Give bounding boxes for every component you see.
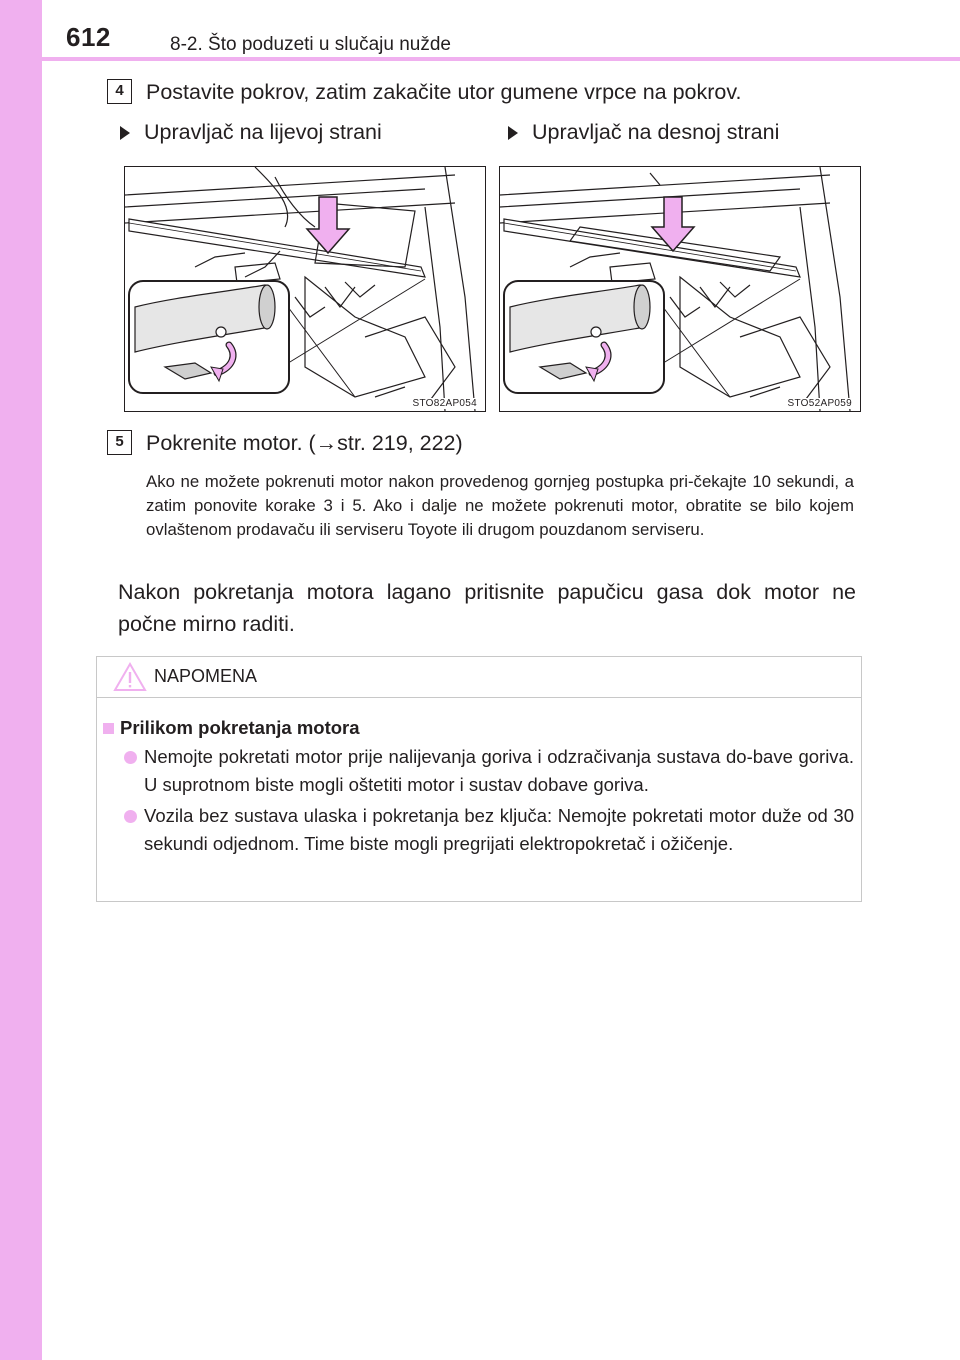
page-number: 612: [66, 22, 111, 52]
notice-bullet-text: Nemojte pokretati motor prije nalijevanja goriva i odzračivanja sustava do-bave goriva. U suprotnom biste mogli oštetiti motor i sustav dobave goriva.: [144, 746, 854, 795]
left-hand-drive-label: [120, 120, 382, 145]
main-paragraph: Nakon pokretanja motora lagano pritisnite papučicu gasa dok motor ne počne mirno raditi.: [118, 580, 856, 636]
header-rule: [42, 57, 960, 61]
pink-dot-icon: [124, 751, 137, 764]
warning-triangle-icon: [113, 662, 147, 692]
step-5-note: Ako ne možete pokrenuti motor nakon provedenog gornjeg postupka pri-čekajte 10 sekundi, a zatim ponovite korake 3 i 5. Ako i dalje ne možete pokrenuti motor, obratite se bilo kojem ovlaštenom prodavaču ili serviseru Toyote ili drugom pouzdanom serviseru.: [146, 472, 854, 539]
right-label-text: Upravljač na desnoj strani: [532, 120, 780, 144]
triangle-bullet-icon: [508, 126, 518, 140]
notice-bullet: [124, 743, 854, 799]
left-figure-code: STO82AP054: [412, 398, 477, 409]
notice-bullet-text: Vozila bez sustava ulaska i pokretanja bez ključa: Nemojte pokretati motor duže od 30 sekundi odjednom. Time biste mogli pregrijati elektropokretač i ožičenje.: [144, 805, 854, 854]
left-drive-illustration: [124, 166, 486, 412]
notice-subheading-text: Prilikom pokretanja motora: [120, 717, 360, 738]
triangle-bullet-icon: [120, 126, 130, 140]
step-4-number: 4: [107, 79, 132, 104]
section-title: 8-2. Što poduzeti u slučaju nužde: [170, 34, 451, 55]
right-hand-drive-label: [508, 120, 779, 145]
step-4-text: Postavite pokrov, zatim zakačite utor gumene vrpce na pokrov.: [146, 80, 742, 104]
pink-dot-icon: [124, 810, 137, 823]
pink-square-icon: [103, 723, 114, 734]
right-drive-illustration: [499, 166, 861, 412]
notice-subheading: [103, 717, 360, 739]
notice-header: [97, 657, 861, 698]
down-arrow-icon: [307, 197, 349, 253]
notice-box: [96, 656, 862, 902]
left-label-text: Upravljač na lijevoj strani: [144, 120, 382, 144]
step-5-text: Pokrenite motor. (→str. 219, 222): [146, 431, 463, 455]
engine-bay-drawing: [500, 167, 860, 411]
step-5-number: 5: [107, 430, 132, 455]
right-figure-code: STO52AP059: [787, 398, 852, 409]
notice-title: NAPOMENA: [154, 666, 258, 686]
engine-bay-drawing: [125, 167, 485, 411]
notice-bullet: [124, 802, 854, 858]
side-tab-strip: [0, 0, 42, 1360]
